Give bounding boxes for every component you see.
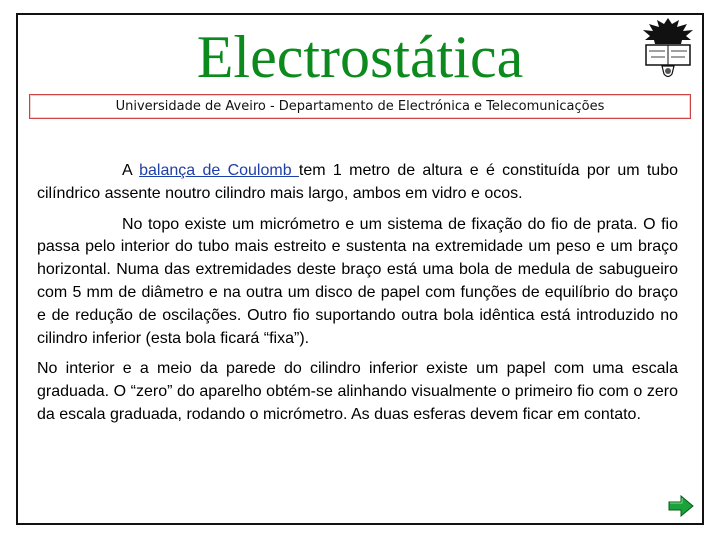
- paragraph-1-intro: A: [122, 162, 140, 179]
- next-arrow-icon[interactable]: [668, 495, 694, 517]
- paragraph-1: [37, 160, 678, 206]
- university-crest-icon: [639, 16, 697, 82]
- paragraph-3: No interior e a meio da parede do cilindro inferior existe um papel com uma escala graduada. O “zero” do aparelho obtém-se alinhando visualmente o primeiro fio com o zero da escala graduada, rodando o micrómetro. As duas esferas devem ficar em contato.: [37, 360, 678, 423]
- coulomb-balance-link[interactable]: balança de Coulomb: [139, 162, 299, 179]
- paragraph-2-text: No topo existe um micrómetro e um sistema de fixação do fio de prata. O fio passa pelo interior do tubo mais estreito e sustenta na extremidade um peso e um braço horizontal. Numa das extremidades deste braço está uma bola de medula de sabugueiro com 5 mm de diâmetro e na outra um disco de papel com funções de equilíbrio do braço e de redução de oscilações. Outro fio suportando outra bola idêntica está introduzido no cilindro inferior (esta bola ficará “fixa”).: [37, 215, 678, 347]
- paragraph-2: [37, 214, 678, 351]
- content-body: [37, 160, 678, 435]
- department-subtitle: Universidade de Aveiro - Departamento de Electrónica e Telecomunicações: [29, 94, 691, 119]
- page-title: Electrostática: [196, 24, 524, 90]
- paragraph-1-text: tem 1 metro de altura e é constituída por um tubo cilíndrico assente noutro cilindro mais largo, ambos em vidro e ocos.: [37, 162, 678, 202]
